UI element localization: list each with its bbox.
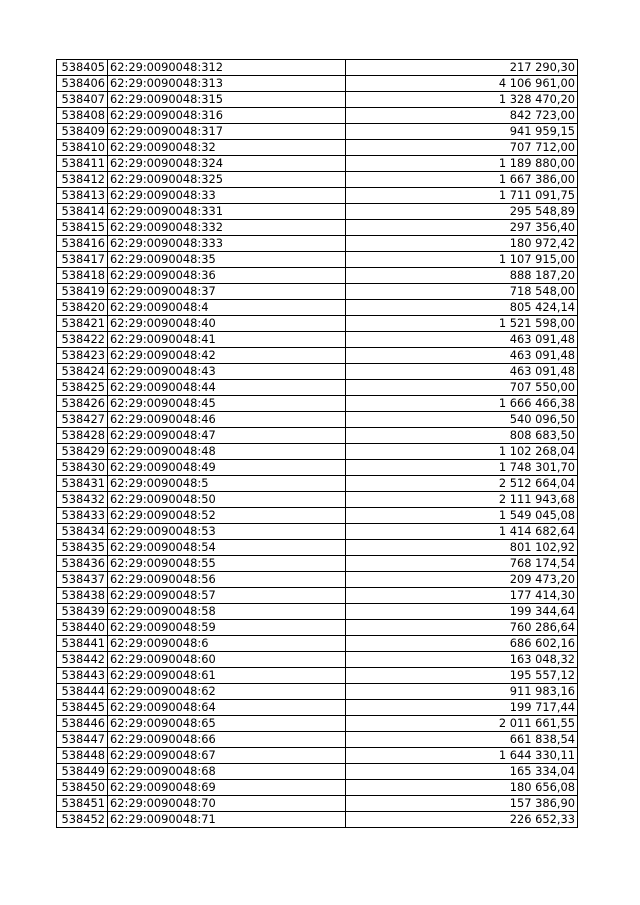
table-row bbox=[57, 748, 578, 764]
cadastral-value-cell: 4 106 961,00 bbox=[346, 76, 578, 92]
row-number-cell: 538413 bbox=[57, 188, 108, 204]
table-row bbox=[57, 188, 578, 204]
cadastral-number-cell: 62:29:0090048:313 bbox=[108, 76, 346, 92]
cadastral-number-cell: 62:29:0090048:324 bbox=[108, 156, 346, 172]
row-number-cell: 538443 bbox=[57, 668, 108, 684]
cadastral-number-cell: 62:29:0090048:47 bbox=[108, 428, 346, 444]
cadastral-number-cell: 62:29:0090048:53 bbox=[108, 524, 346, 540]
table-row bbox=[57, 620, 578, 636]
cadastral-number-cell: 62:29:0090048:59 bbox=[108, 620, 346, 636]
cadastral-number-cell: 62:29:0090048:316 bbox=[108, 108, 346, 124]
row-number-cell: 538418 bbox=[57, 268, 108, 284]
cadastral-number-cell: 62:29:0090048:56 bbox=[108, 572, 346, 588]
table-row bbox=[57, 652, 578, 668]
row-number-cell: 538412 bbox=[57, 172, 108, 188]
cadastral-number-cell: 62:29:0090048:57 bbox=[108, 588, 346, 604]
cadastral-value-cell: 808 683,50 bbox=[346, 428, 578, 444]
cadastral-number-cell: 62:29:0090048:61 bbox=[108, 668, 346, 684]
table-row bbox=[57, 588, 578, 604]
cadastral-value-cell: 801 102,92 bbox=[346, 540, 578, 556]
row-number-cell: 538449 bbox=[57, 764, 108, 780]
row-number-cell: 538434 bbox=[57, 524, 108, 540]
cadastral-number-cell: 62:29:0090048:70 bbox=[108, 796, 346, 812]
cadastral-value-cell: 1 189 880,00 bbox=[346, 156, 578, 172]
cadastral-value-cell: 888 187,20 bbox=[346, 268, 578, 284]
cadastral-value-cell: 1 414 682,64 bbox=[346, 524, 578, 540]
cadastral-number-cell: 62:29:0090048:4 bbox=[108, 300, 346, 316]
cadastral-value-cell: 1 328 470,20 bbox=[346, 92, 578, 108]
row-number-cell: 538438 bbox=[57, 588, 108, 604]
table-row bbox=[57, 396, 578, 412]
table-row bbox=[57, 380, 578, 396]
row-number-cell: 538415 bbox=[57, 220, 108, 236]
cadastral-value-cell: 1 666 466,38 bbox=[346, 396, 578, 412]
cadastral-value-cell: 2 011 661,55 bbox=[346, 716, 578, 732]
cadastral-value-cell: 226 652,33 bbox=[346, 812, 578, 828]
table-row bbox=[57, 220, 578, 236]
table-row bbox=[57, 252, 578, 268]
table-row bbox=[57, 540, 578, 556]
cadastral-value-cell: 177 414,30 bbox=[346, 588, 578, 604]
table-row bbox=[57, 364, 578, 380]
table-row bbox=[57, 204, 578, 220]
cadastral-value-cell: 540 096,50 bbox=[346, 412, 578, 428]
cadastral-value-cell: 209 473,20 bbox=[346, 572, 578, 588]
cadastral-number-cell: 62:29:0090048:5 bbox=[108, 476, 346, 492]
row-number-cell: 538431 bbox=[57, 476, 108, 492]
cadastral-value-cell: 165 334,04 bbox=[346, 764, 578, 780]
table-row bbox=[57, 124, 578, 140]
table-row bbox=[57, 636, 578, 652]
cadastral-number-cell: 62:29:0090048:37 bbox=[108, 284, 346, 300]
row-number-cell: 538407 bbox=[57, 92, 108, 108]
row-number-cell: 538433 bbox=[57, 508, 108, 524]
cadastral-value-cell: 297 356,40 bbox=[346, 220, 578, 236]
cadastral-value-cell: 180 972,42 bbox=[346, 236, 578, 252]
table-row bbox=[57, 156, 578, 172]
row-number-cell: 538441 bbox=[57, 636, 108, 652]
cadastral-value-cell: 842 723,00 bbox=[346, 108, 578, 124]
cadastral-value-cell: 180 656,08 bbox=[346, 780, 578, 796]
cadastral-value-cell: 686 602,16 bbox=[346, 636, 578, 652]
table-row bbox=[57, 172, 578, 188]
table-row bbox=[57, 108, 578, 124]
row-number-cell: 538446 bbox=[57, 716, 108, 732]
cadastral-number-cell: 62:29:0090048:333 bbox=[108, 236, 346, 252]
table-row bbox=[57, 812, 578, 828]
cadastral-number-cell: 62:29:0090048:49 bbox=[108, 460, 346, 476]
cadastral-value-cell: 1 521 598,00 bbox=[346, 316, 578, 332]
cadastral-number-cell: 62:29:0090048:55 bbox=[108, 556, 346, 572]
table-row bbox=[57, 428, 578, 444]
cadastral-value-cell: 707 550,00 bbox=[346, 380, 578, 396]
table-row bbox=[57, 92, 578, 108]
table-row bbox=[57, 668, 578, 684]
cadastral-value-cell: 1 748 301,70 bbox=[346, 460, 578, 476]
row-number-cell: 538452 bbox=[57, 812, 108, 828]
table-row bbox=[57, 412, 578, 428]
cadastral-number-cell: 62:29:0090048:60 bbox=[108, 652, 346, 668]
cadastral-number-cell: 62:29:0090048:312 bbox=[108, 60, 346, 76]
cadastral-value-cell: 195 557,12 bbox=[346, 668, 578, 684]
cadastral-number-cell: 62:29:0090048:36 bbox=[108, 268, 346, 284]
cadastral-number-cell: 62:29:0090048:68 bbox=[108, 764, 346, 780]
table-row bbox=[57, 300, 578, 316]
cadastral-value-cell: 707 712,00 bbox=[346, 140, 578, 156]
cadastral-number-cell: 62:29:0090048:32 bbox=[108, 140, 346, 156]
row-number-cell: 538445 bbox=[57, 700, 108, 716]
document-page bbox=[56, 59, 578, 828]
row-number-cell: 538409 bbox=[57, 124, 108, 140]
row-number-cell: 538406 bbox=[57, 76, 108, 92]
table-row bbox=[57, 60, 578, 76]
cadastral-value-cell: 1 549 045,08 bbox=[346, 508, 578, 524]
table-row bbox=[57, 492, 578, 508]
cadastral-number-cell: 62:29:0090048:325 bbox=[108, 172, 346, 188]
cadastral-value-cell: 768 174,54 bbox=[346, 556, 578, 572]
table-row bbox=[57, 556, 578, 572]
table-row bbox=[57, 476, 578, 492]
cadastral-number-cell: 62:29:0090048:62 bbox=[108, 684, 346, 700]
row-number-cell: 538429 bbox=[57, 444, 108, 460]
cadastral-number-cell: 62:29:0090048:332 bbox=[108, 220, 346, 236]
cadastral-value-cell: 463 091,48 bbox=[346, 364, 578, 380]
cadastral-number-cell: 62:29:0090048:58 bbox=[108, 604, 346, 620]
cadastral-value-cell: 163 048,32 bbox=[346, 652, 578, 668]
cadastral-number-cell: 62:29:0090048:67 bbox=[108, 748, 346, 764]
cadastral-number-cell: 62:29:0090048:6 bbox=[108, 636, 346, 652]
cadastral-value-cell: 718 548,00 bbox=[346, 284, 578, 300]
cadastral-value-cell: 463 091,48 bbox=[346, 332, 578, 348]
cadastral-value-cell: 911 983,16 bbox=[346, 684, 578, 700]
cadastral-value-cell: 805 424,14 bbox=[346, 300, 578, 316]
row-number-cell: 538416 bbox=[57, 236, 108, 252]
cadastral-value-cell: 760 286,64 bbox=[346, 620, 578, 636]
cadastral-value-cell: 157 386,90 bbox=[346, 796, 578, 812]
table-row bbox=[57, 348, 578, 364]
row-number-cell: 538421 bbox=[57, 316, 108, 332]
cadastral-value-cell: 1 102 268,04 bbox=[346, 444, 578, 460]
row-number-cell: 538432 bbox=[57, 492, 108, 508]
cadastral-number-cell: 62:29:0090048:331 bbox=[108, 204, 346, 220]
row-number-cell: 538422 bbox=[57, 332, 108, 348]
cadastral-number-cell: 62:29:0090048:71 bbox=[108, 812, 346, 828]
cadastral-value-cell: 199 344,64 bbox=[346, 604, 578, 620]
cadastral-value-cell: 661 838,54 bbox=[346, 732, 578, 748]
row-number-cell: 538444 bbox=[57, 684, 108, 700]
cadastral-number-cell: 62:29:0090048:33 bbox=[108, 188, 346, 204]
row-number-cell: 538451 bbox=[57, 796, 108, 812]
table-row bbox=[57, 508, 578, 524]
table-body bbox=[57, 60, 578, 828]
cadastral-number-cell: 62:29:0090048:66 bbox=[108, 732, 346, 748]
table-row bbox=[57, 700, 578, 716]
row-number-cell: 538439 bbox=[57, 604, 108, 620]
cadastral-value-cell: 1 667 386,00 bbox=[346, 172, 578, 188]
table-row bbox=[57, 460, 578, 476]
cadastral-value-cell: 1 644 330,11 bbox=[346, 748, 578, 764]
row-number-cell: 538424 bbox=[57, 364, 108, 380]
row-number-cell: 538405 bbox=[57, 60, 108, 76]
cadastral-value-cell: 941 959,15 bbox=[346, 124, 578, 140]
row-number-cell: 538417 bbox=[57, 252, 108, 268]
cadastral-number-cell: 62:29:0090048:45 bbox=[108, 396, 346, 412]
cadastral-number-cell: 62:29:0090048:48 bbox=[108, 444, 346, 460]
table-row bbox=[57, 716, 578, 732]
cadastral-number-cell: 62:29:0090048:41 bbox=[108, 332, 346, 348]
cadastral-value-table bbox=[56, 59, 578, 828]
cadastral-number-cell: 62:29:0090048:52 bbox=[108, 508, 346, 524]
row-number-cell: 538425 bbox=[57, 380, 108, 396]
table-row bbox=[57, 268, 578, 284]
cadastral-value-cell: 2 111 943,68 bbox=[346, 492, 578, 508]
row-number-cell: 538437 bbox=[57, 572, 108, 588]
cadastral-number-cell: 62:29:0090048:69 bbox=[108, 780, 346, 796]
cadastral-number-cell: 62:29:0090048:54 bbox=[108, 540, 346, 556]
cadastral-value-cell: 295 548,89 bbox=[346, 204, 578, 220]
row-number-cell: 538430 bbox=[57, 460, 108, 476]
row-number-cell: 538423 bbox=[57, 348, 108, 364]
table-row bbox=[57, 780, 578, 796]
row-number-cell: 538450 bbox=[57, 780, 108, 796]
row-number-cell: 538440 bbox=[57, 620, 108, 636]
row-number-cell: 538411 bbox=[57, 156, 108, 172]
cadastral-number-cell: 62:29:0090048:43 bbox=[108, 364, 346, 380]
row-number-cell: 538408 bbox=[57, 108, 108, 124]
table-row bbox=[57, 684, 578, 700]
table-row bbox=[57, 796, 578, 812]
table-row bbox=[57, 572, 578, 588]
table-row bbox=[57, 236, 578, 252]
cadastral-value-cell: 2 512 664,04 bbox=[346, 476, 578, 492]
cadastral-value-cell: 1 107 915,00 bbox=[346, 252, 578, 268]
cadastral-value-cell: 463 091,48 bbox=[346, 348, 578, 364]
row-number-cell: 538442 bbox=[57, 652, 108, 668]
row-number-cell: 538435 bbox=[57, 540, 108, 556]
cadastral-number-cell: 62:29:0090048:40 bbox=[108, 316, 346, 332]
cadastral-number-cell: 62:29:0090048:50 bbox=[108, 492, 346, 508]
table-row bbox=[57, 444, 578, 460]
cadastral-number-cell: 62:29:0090048:65 bbox=[108, 716, 346, 732]
row-number-cell: 538448 bbox=[57, 748, 108, 764]
row-number-cell: 538414 bbox=[57, 204, 108, 220]
cadastral-number-cell: 62:29:0090048:317 bbox=[108, 124, 346, 140]
table-row bbox=[57, 76, 578, 92]
row-number-cell: 538447 bbox=[57, 732, 108, 748]
cadastral-number-cell: 62:29:0090048:35 bbox=[108, 252, 346, 268]
row-number-cell: 538420 bbox=[57, 300, 108, 316]
row-number-cell: 538426 bbox=[57, 396, 108, 412]
table-row bbox=[57, 316, 578, 332]
cadastral-number-cell: 62:29:0090048:44 bbox=[108, 380, 346, 396]
row-number-cell: 538436 bbox=[57, 556, 108, 572]
cadastral-value-cell: 217 290,30 bbox=[346, 60, 578, 76]
table-row bbox=[57, 764, 578, 780]
cadastral-number-cell: 62:29:0090048:315 bbox=[108, 92, 346, 108]
cadastral-number-cell: 62:29:0090048:64 bbox=[108, 700, 346, 716]
row-number-cell: 538427 bbox=[57, 412, 108, 428]
row-number-cell: 538419 bbox=[57, 284, 108, 300]
row-number-cell: 538428 bbox=[57, 428, 108, 444]
table-row bbox=[57, 732, 578, 748]
cadastral-number-cell: 62:29:0090048:42 bbox=[108, 348, 346, 364]
table-row bbox=[57, 604, 578, 620]
cadastral-value-cell: 199 717,44 bbox=[346, 700, 578, 716]
row-number-cell: 538410 bbox=[57, 140, 108, 156]
table-row bbox=[57, 524, 578, 540]
cadastral-value-cell: 1 711 091,75 bbox=[346, 188, 578, 204]
table-row bbox=[57, 140, 578, 156]
table-row bbox=[57, 284, 578, 300]
cadastral-number-cell: 62:29:0090048:46 bbox=[108, 412, 346, 428]
table-row bbox=[57, 332, 578, 348]
